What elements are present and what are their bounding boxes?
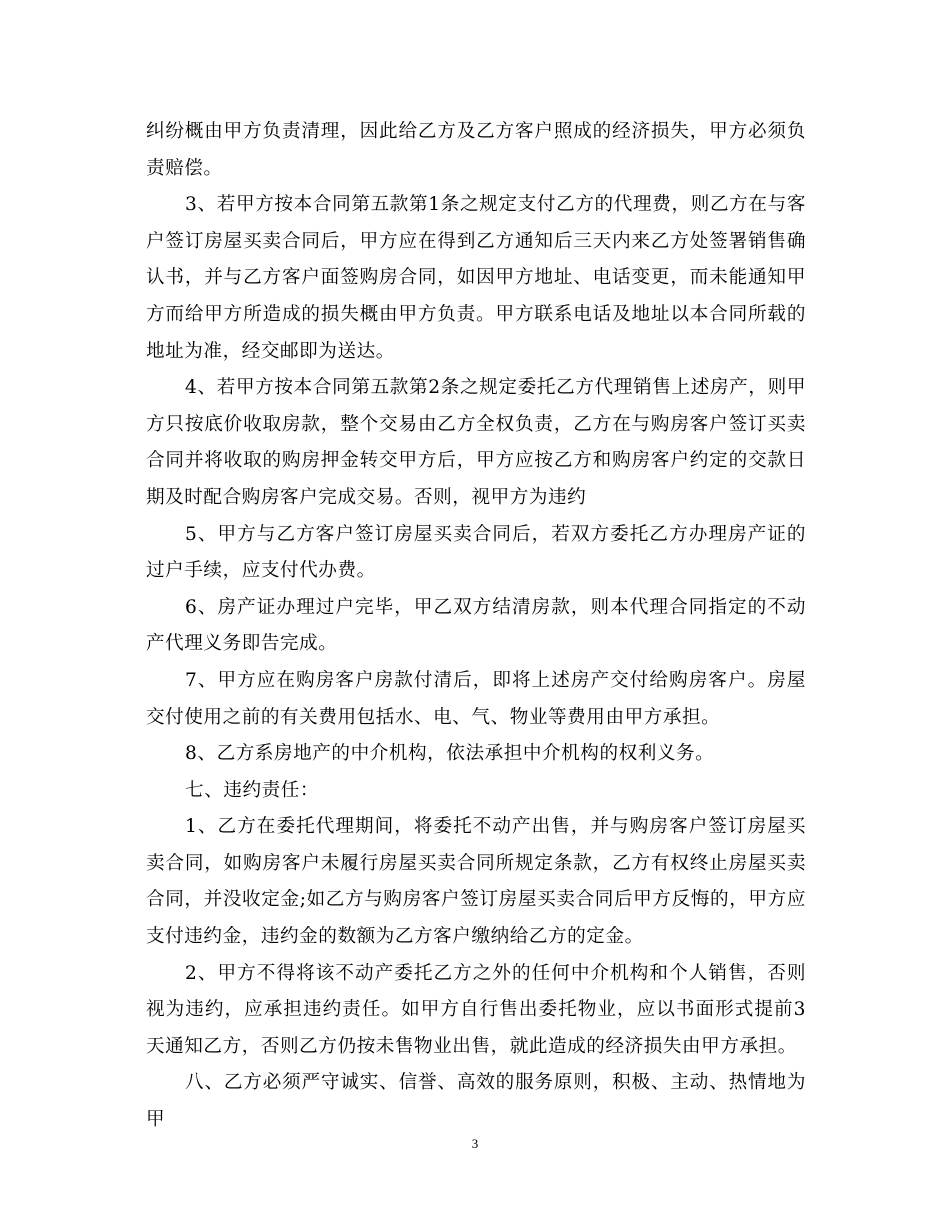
section-heading-breach-liability: 七、违约责任： — [185, 779, 320, 801]
paragraph-clause-3: 3、若甲方按本合同第五款第1条之规定支付乙方的代理费，则乙方在与客户签订房屋买卖合同后，甲方应在得到乙方通知后三天内来乙方处签署销售确认书，并与乙方客户面签购房合同，如因甲方地址、电话变更，而未能通知甲方而给甲方所造成的损失概由甲方负责。甲方联系电话及地址以本合同所载的地址为准，经交邮即为送达。 — [146, 194, 806, 362]
paragraph-clause-6: 6、房产证办理过户完毕，甲乙双方结清房款，则本代理合同指定的不动产代理义务即告完成。 — [146, 596, 806, 655]
paragraph-section-8: 八、乙方必须严守诚实、信誉、高效的服务原则，积极、主动、热情地为甲 — [146, 1072, 806, 1131]
paragraph-clause-5: 5、甲方与乙方客户签订房屋买卖合同后，若双方委托乙方办理房产证的过户手续，应支付代办费。 — [146, 523, 806, 582]
paragraph-continuation: 纠纷概由甲方负责清理，因此给乙方及乙方客户照成的经济损失，甲方必须负责赔偿。 — [146, 121, 806, 179]
paragraph-breach-clause-2: 2、甲方不得将该不动产委托乙方之外的任何中介机构和个人销售，否则视为违约，应承担违约责任。如甲方自行售出委托物业，应以书面形式提前3天通知乙方，否则乙方仍按未售物业出售，就此造成的经济损失由甲方承担。 — [146, 962, 806, 1057]
paragraph-clause-4: 4、若甲方按本合同第五款第2条之规定委托乙方代理销售上述房产，则甲方只按底价收取房款，整个交易由乙方全权负责，乙方在与购房客户签订买卖合同并将收取的购房押金转交甲方后，甲方应按乙方和购房客户约定的交款日期及时配合购房客户完成交易。否则，视甲方为违约 — [146, 377, 806, 508]
page-number: 3 — [471, 1136, 479, 1151]
paragraph-clause-8: 8、乙方系房地产的中介机构，依法承担中介机构的权利义务。 — [185, 743, 715, 765]
document-body — [146, 114, 806, 1139]
paragraph-breach-clause-1: 1、乙方在委托代理期间，将委托不动产出售，并与购房客户签订房屋买卖合同，如购房客户未履行房屋买卖合同所规定条款，乙方有权终止房屋买卖合同，并没收定金;如乙方与购房客户签订房屋买卖合同后甲方反悔的，甲方应支付违约金，违约金的数额为乙方客户缴纳给乙方的定金。 — [146, 816, 806, 948]
paragraph-clause-7: 7、甲方应在购房客户房款付清后，即将上述房产交付给购房客户。房屋交付使用之前的有关费用包括水、电、气、物业等费用由甲方承担。 — [146, 669, 806, 728]
